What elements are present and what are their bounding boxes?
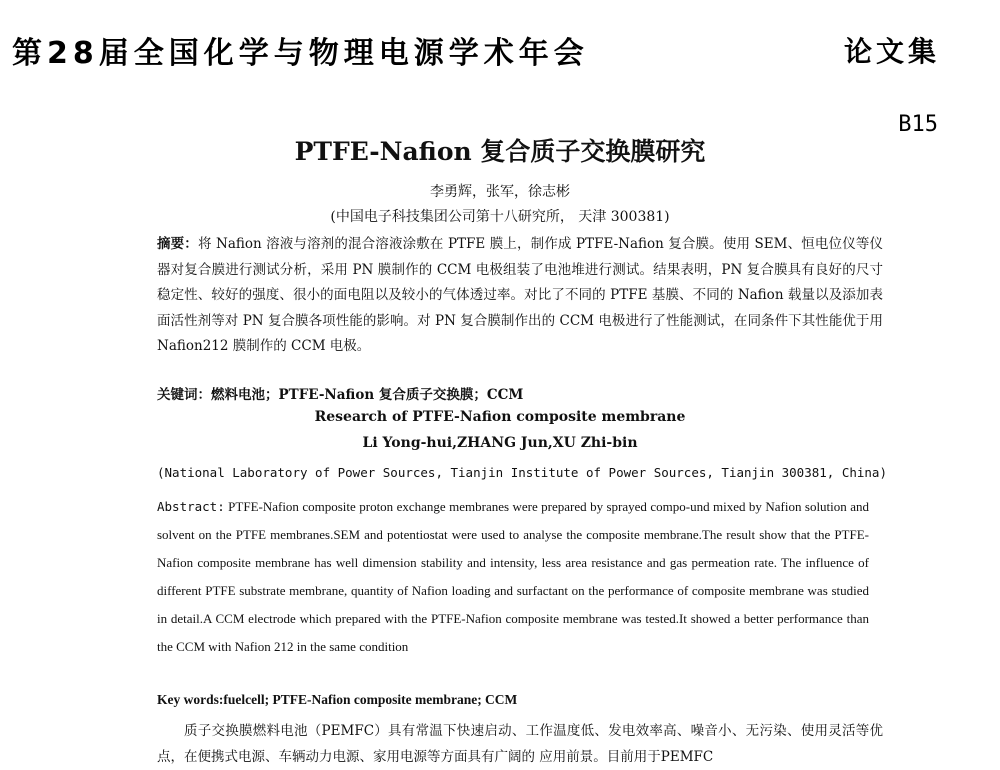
- abstract-en: [157, 493, 869, 661]
- authors-cn: 李勇辉，张军，徐志彬: [430, 184, 570, 200]
- keywords-cn-text: 燃料电池；PTFE-Nafion 复合质子交换膜；CCM: [211, 387, 524, 403]
- abstract-cn-label: 摘要：: [157, 236, 198, 252]
- keywords-en: Key words:fuelcell; PTFE-Nafion composite membrane; CCM: [157, 692, 518, 707]
- body-paragraph: 质子交换膜燃料电池（PEMFC）具有常温下快速启动、工作温度低、发电效率高、噪音小、无污染、使用灵活等优点，在便携式电源、车辆动力电源、家用电源等方面具有广阔的 应用前景。目前用于PEMFC: [157, 723, 883, 765]
- conference-title: 第28届全国化学与物理电源学术年会: [12, 36, 589, 71]
- keywords-cn-label: 关键词：: [157, 387, 211, 403]
- abstract-en-label: Abstract:: [157, 499, 225, 514]
- paper-code: B15: [898, 112, 938, 137]
- abstract-cn: [157, 232, 883, 360]
- paper-title: PTFE-Nafion 复合质子交换膜研究: [294, 137, 706, 166]
- abstract-cn-text: 将 Nafion 溶液与溶剂的混合溶液涂敷在 PTFE 膜上，制作成 PTFE-Nafion 复合膜。使用 SEM、恒电位仪等仪器对复合膜进行测试分析，采用 PN 膜制作的 CCM 电极组装了电池堆进行测试。结果表明，PN 复合膜具有良好的尺寸稳定性、较好的强度、很小的面电阻以及较小的气体透过率。对比了不同的 PTFE 基膜、不同的 Nafion 载量以及添加表面活性剂等对 PN 复合膜各项性能的影响。对 PN 复合膜制作出的 CCM 电极进行了性能测试，在同条件下其性能优于用 Nafion212 膜制作的 CCM 电极。: [157, 236, 883, 354]
- affiliation-cn: (中国电子科技集团公司第十八研究所， 天津 300381): [330, 209, 670, 225]
- keywords-cn: [157, 383, 523, 403]
- section-label: 论文集: [843, 35, 940, 68]
- authors-en: Li Yong-hui,ZHANG Jun,XU Zhi-bin: [362, 435, 638, 451]
- title-en: Research of PTFE-Nafion composite membrane: [314, 409, 686, 425]
- affiliation-en: (National Laboratory of Power Sources, Tianjin Institute of Power Sources, Tianjin 300381, China): [157, 465, 887, 480]
- abstract-en-text: PTFE-Nafion composite proton exchange membranes were prepared by sprayed compo-und mixed by Nafion solution and solvent on the PTFE membranes.SEM and potentiostat were used to analyse the composite membrane.The result show that the PTFE-Nafion composite membrane has well dimension stability and intensity, less area resistance and gas permeation rate. The influence of different PTFE substrate membrane, quantity of Nafion loading and surfactant on the performance of composite membrane was studied in detail.A CCM electrode which prepared with the PTFE-Nafion composite membrane was tested.It showed a better performance than the CCM with Nafion 212 in the same condition: [157, 499, 869, 654]
